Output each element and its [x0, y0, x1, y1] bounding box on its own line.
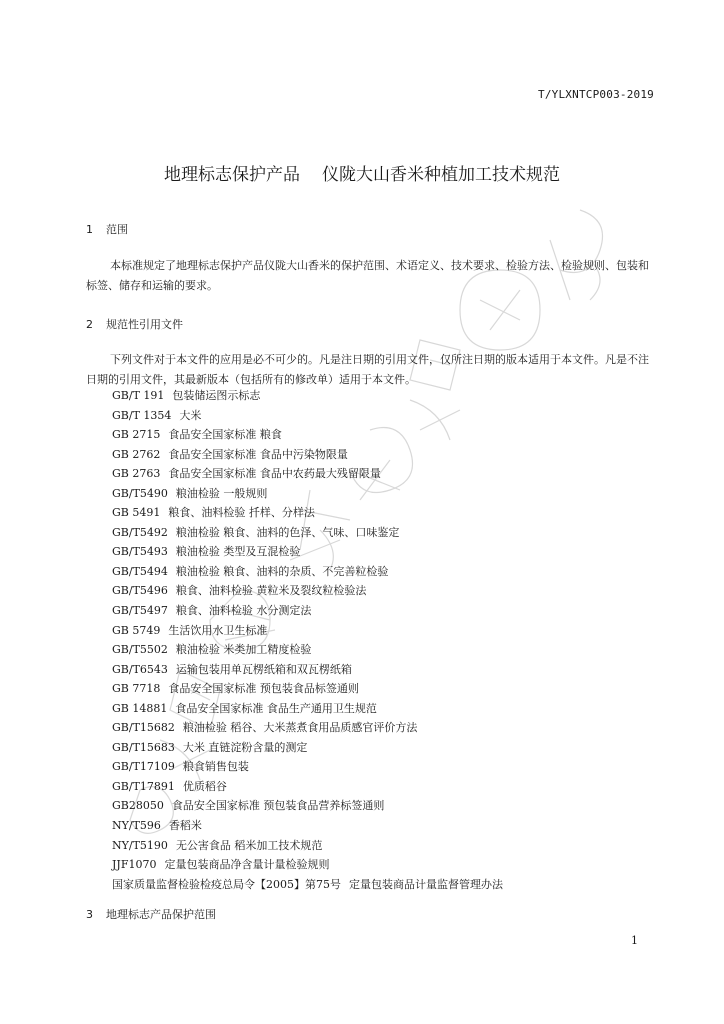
reference-item	[112, 523, 503, 543]
reference-code: GB/T15683	[112, 740, 175, 754]
reference-code: GB 2762	[112, 447, 161, 461]
section-title: 地理标志产品保护范围	[106, 908, 216, 921]
reference-code: GB 5749	[112, 623, 161, 637]
reference-code: GB/T17109	[112, 760, 175, 774]
reference-code: JJF1070	[112, 858, 157, 872]
reference-item	[112, 816, 503, 836]
reference-title: 食品安全国家标准 粮食	[168, 428, 282, 442]
reference-item	[112, 503, 503, 523]
reference-item	[112, 445, 503, 465]
reference-item	[112, 777, 503, 797]
reference-title: 大米	[179, 408, 202, 422]
reference-code: GB/T5490	[112, 486, 168, 500]
reference-code: GB/T17891	[112, 779, 175, 793]
reference-code: GB 7718	[112, 682, 161, 696]
reference-item	[112, 562, 503, 582]
title-part-1: 地理标志保护产品	[164, 165, 300, 185]
section-number: 1	[86, 223, 93, 236]
reference-code: GB28050	[112, 799, 164, 813]
reference-title: 定量包装商品净含量计量检验规则	[164, 858, 330, 872]
reference-item	[112, 406, 503, 426]
reference-title: 包装储运图示标志	[172, 389, 261, 402]
reference-item	[112, 581, 503, 601]
reference-item	[112, 836, 503, 856]
reference-item	[112, 679, 503, 699]
references-intro-paragraph: 下列文件对于本文件的应用是必不可少的。凡是注日期的引用文件，仅所注日期的版本适用于本文件。凡是不注日期的引用文件，其最新版本（包括所有的修改单）适用于本文件。	[86, 353, 649, 386]
reference-item	[112, 757, 503, 777]
reference-title: 定量包装商品计量监督管理办法	[349, 877, 503, 891]
reference-title: 食品安全国家标准 预包装食品营养标签通则	[171, 799, 385, 813]
reference-title: 食品安全国家标准 食品中污染物限量	[168, 447, 348, 461]
reference-code: GB/T5494	[112, 564, 168, 578]
reference-code: GB 5491	[112, 506, 161, 520]
reference-title: 粮油检验 粮食、油料的杂质、不完善粒检验	[175, 564, 389, 578]
reference-title: 生活饮用水卫生标准	[168, 623, 268, 637]
section-heading-scope	[86, 221, 128, 237]
reference-code: GB/T 191	[112, 389, 165, 402]
title-part-2: 仪陇大山香米种植加工技术规范	[322, 165, 560, 185]
reference-list	[112, 386, 503, 894]
reference-title: 粮油检验 类型及互混检验	[175, 545, 301, 559]
reference-item	[112, 386, 503, 406]
reference-code: GB/T5497	[112, 604, 168, 618]
reference-title: 粮油检验 粮食、油料的色泽、气味、口味鉴定	[175, 525, 400, 539]
section-number: 2	[86, 318, 93, 331]
reference-title: 粮食、油料检验 水分测定法	[175, 604, 312, 618]
reference-code: GB/T5502	[112, 643, 168, 657]
document-title	[0, 160, 724, 185]
reference-title: 香稻米	[168, 819, 202, 833]
reference-title: 优质稻谷	[182, 779, 227, 793]
section-title: 规范性引用文件	[106, 318, 183, 331]
reference-item	[112, 621, 503, 641]
reference-item	[112, 425, 503, 445]
section-heading-references	[86, 316, 183, 332]
page-number: 1	[631, 934, 638, 947]
reference-item	[112, 875, 503, 895]
reference-item	[112, 601, 503, 621]
reference-title: 粮食、油料检验 黄粒米及裂纹粒检验法	[175, 584, 367, 598]
reference-code: GB 14881	[112, 701, 168, 715]
reference-item	[112, 542, 503, 562]
reference-code: GB/T15682	[112, 721, 175, 735]
reference-title: 食品安全国家标准 食品生产通用卫生规范	[175, 701, 377, 715]
reference-code: GB/T5496	[112, 584, 168, 598]
document-code: T/YLXNTCP003-2019	[538, 88, 654, 101]
reference-code: GB/T5492	[112, 525, 168, 539]
reference-item	[112, 718, 503, 738]
reference-item	[112, 738, 503, 758]
reference-title: 粮油检验 稻谷、大米蒸煮食用品质感官评价方法	[182, 721, 418, 735]
reference-title: 食品安全国家标准 预包装食品标签通则	[168, 682, 359, 696]
reference-title: 运输包装用单瓦楞纸箱和双瓦楞纸箱	[175, 662, 352, 676]
section-heading-protection-scope	[86, 906, 216, 922]
reference-title: 无公害食品 稻米加工技术规范	[175, 838, 323, 852]
scope-paragraph: 本标准规定了地理标志保护产品仪陇大山香米的保护范围、术语定义、技术要求、检验方法、检验规则、包装和标签、储存和运输的要求。	[86, 259, 649, 292]
reference-item	[112, 699, 503, 719]
reference-title: 粮油检验 米类加工精度检验	[175, 643, 312, 657]
reference-title: 粮食、油料检验 扦样、分样法	[168, 506, 315, 520]
reference-item	[112, 640, 503, 660]
reference-title: 食品安全国家标准 食品中农药最大残留限量	[168, 467, 381, 481]
reference-item	[112, 855, 503, 875]
section-number: 3	[86, 908, 93, 921]
reference-item	[112, 484, 503, 504]
reference-code: NY/T596	[112, 819, 161, 833]
reference-code: GB 2763	[112, 467, 161, 481]
reference-title: 大米 直链淀粉含量的测定	[182, 740, 308, 754]
reference-code: GB/T5493	[112, 545, 168, 559]
reference-item	[112, 660, 503, 680]
reference-code: 国家质量监督检验检疫总局令【2005】第75号	[112, 877, 341, 891]
section-title: 范围	[106, 223, 128, 236]
reference-title: 粮油检验 一般规则	[175, 486, 268, 500]
reference-code: NY/T5190	[112, 838, 168, 852]
reference-code: GB/T6543	[112, 662, 168, 676]
reference-code: GB/T 1354	[112, 408, 172, 422]
reference-code: GB 2715	[112, 428, 161, 442]
reference-item	[112, 796, 503, 816]
reference-item	[112, 464, 503, 484]
reference-title: 粮食销售包装	[182, 760, 249, 774]
